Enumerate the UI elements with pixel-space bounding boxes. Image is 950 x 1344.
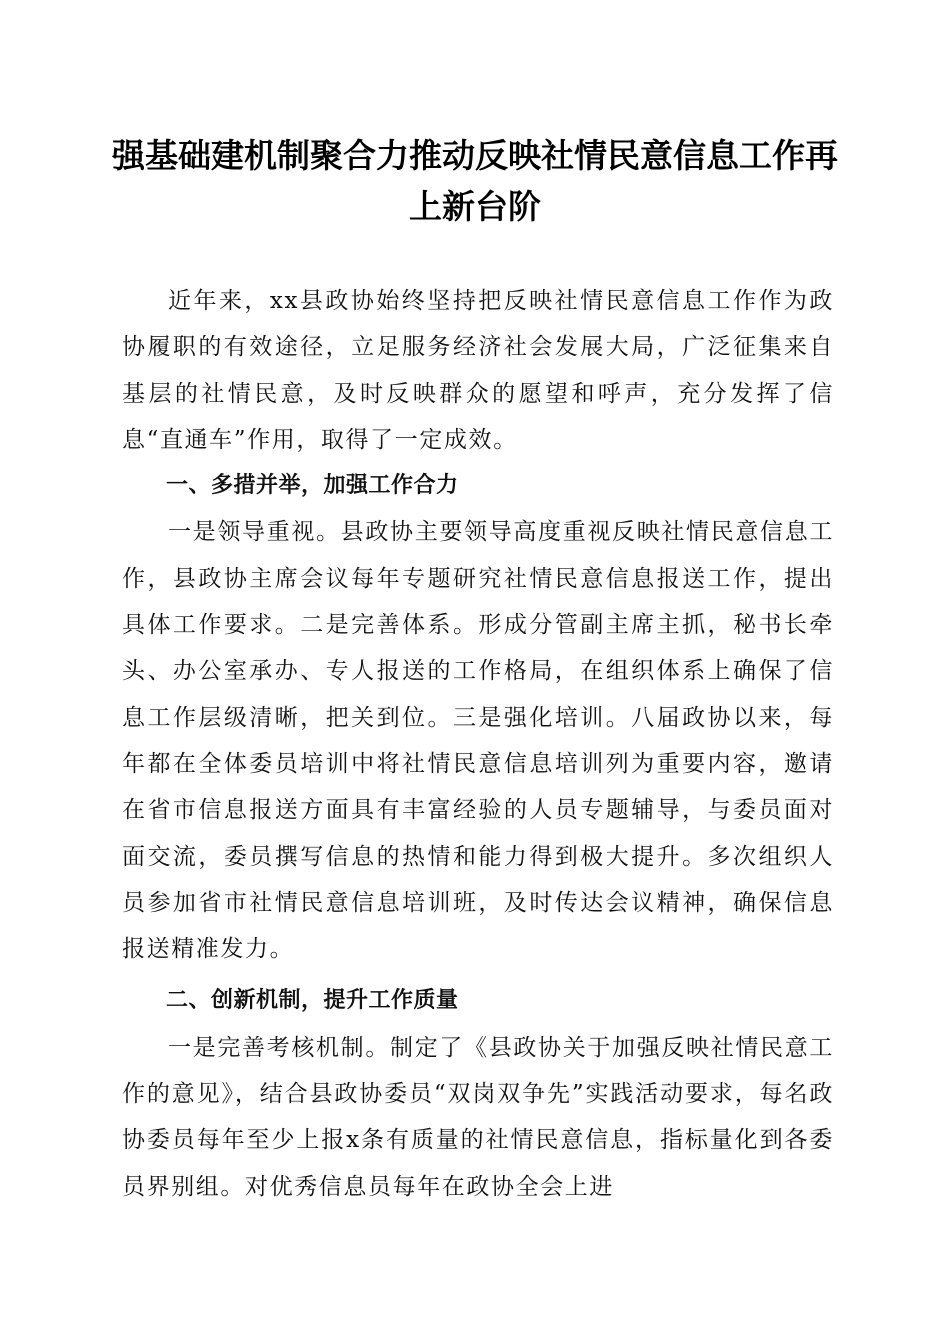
intro-paragraph: 近年来，xx县政协始终坚持把反映社情民意信息工作作为政协履职的有效途径，立足服务经济社会发展大局，广泛征集来自基层的社情民意，及时反映群众的愿望和呼声，充分发挥了信息“直通车”作用，取得了一定成效。 xyxy=(122,288,834,453)
document-title: 强基础建机制聚合力推动反映社情民意信息工作再上新台阶 xyxy=(112,136,838,226)
section-heading-2: 二、创新机制，提升工作质量 xyxy=(166,988,459,1014)
section-2-paragraph: 一是完善考核机制。制定了《县政协关于加强反映社情民意工作的意见》，结合县政协委员“双岗双争先”实践活动要求，每名政协委员每年至少上报x条有质量的社情民意信息，指标量化到各委员界别组。对优秀信息员每年在政协全会上进 xyxy=(122,1034,834,1200)
section-heading-1: 一、多措并举，加强工作合力 xyxy=(166,473,459,499)
section-1-paragraph: 一是领导重视。县政协主要领导高度重视反映社情民意信息工作，县政协主席会议每年专题研究社情民意信息报送工作，提出具体工作要求。二是完善体系。形成分管副主席主抓，秘书长牵头、办公室承办、专人报送的工作格局，在组织体系上确保了信息工作层级清晰，把关到位。三是强化培训。八届政协以来，每年都在全体委员培训中将社情民意信息培训列为重要内容，邀请在省市信息报送方面具有丰富经验的人员专题辅导，与委员面对面交流，委员撰写信息的热情和能力得到极大提升。多次组织人员参加省市社情民意信息培训班，及时传达会议精神，确保信息报送精准发力。 xyxy=(122,519,834,963)
document-body xyxy=(122,278,834,1210)
